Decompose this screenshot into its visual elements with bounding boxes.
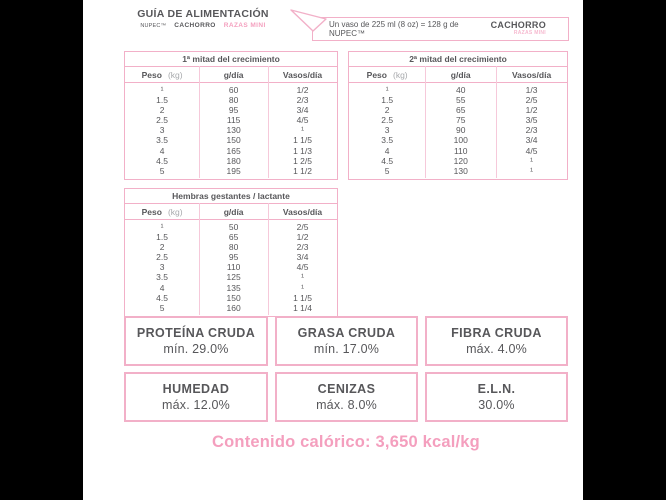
table-cell: 1/2 [296, 232, 309, 243]
table-cell: 3.5 [156, 272, 168, 283]
table-cell: 3/4 [525, 135, 538, 146]
table-row [125, 135, 337, 145]
brand-name: NUPEC™ [140, 23, 167, 29]
table-cell: 2.5 [156, 115, 168, 126]
table-cell: 40 [455, 85, 466, 95]
callout-product-variant: RAZAS MINI [513, 30, 546, 37]
nutrient-name: E.L.N. [477, 382, 516, 396]
table-cell: 1.5 [381, 95, 394, 106]
table-row [349, 95, 567, 105]
table-cell: 4 [159, 145, 165, 156]
table-row [349, 135, 567, 145]
column-header-peso: Peso (kg) [366, 69, 408, 80]
column-header-cups: Vasos/día [282, 69, 323, 80]
table-cell: ¹ [160, 222, 164, 232]
table-cell: ¹ [160, 85, 164, 95]
table-row [349, 85, 567, 95]
table-cell: 95 [228, 252, 239, 263]
table-cell: 4/5 [296, 115, 309, 126]
table-cell: ¹ [301, 125, 304, 136]
table-cell: 3 [159, 125, 165, 136]
table-cell: 2/3 [296, 242, 309, 253]
caloric-content-text: Contenido calórico: 3,650 kcal/kg [212, 433, 480, 451]
table-cell: 150 [226, 135, 241, 146]
table-gestating-lactating [124, 188, 338, 317]
nutrient-box-fat [275, 316, 418, 366]
table-cell: 1 1/3 [293, 145, 312, 156]
column-divider [268, 203, 269, 315]
table-cell: 75 [455, 115, 466, 126]
table-cell: 1 1/2 [293, 165, 312, 176]
table-cell: 3.5 [381, 135, 394, 146]
nutrient-value: mín. 29.0% [163, 342, 229, 356]
table-cell: 2.5 [381, 115, 394, 126]
table-cell: 1/2 [525, 105, 538, 116]
table-header-row [125, 203, 337, 220]
table-cell: 4/5 [296, 262, 309, 273]
table-cell: 3/4 [296, 105, 309, 116]
table-row [125, 293, 337, 303]
table-row [349, 115, 567, 125]
table-cell: 1/3 [525, 85, 538, 95]
table-title: Hembras gestantes / lactante [172, 191, 290, 201]
cup-equivalence-text: Un vaso de 225 ml (8 oz) = 128 g de NUPEC™ [329, 20, 459, 38]
column-divider [199, 66, 200, 178]
table-cell: 1/2 [296, 85, 309, 95]
table-cell: 2 [159, 242, 165, 253]
table-header-row [125, 66, 337, 83]
table-row [125, 252, 337, 262]
table-cell: 1 1/5 [293, 292, 312, 303]
table-cell: 5 [159, 302, 165, 313]
page-title: GUÍA DE ALIMENTACIÓN [137, 8, 269, 20]
column-header-cups: Vasos/día [282, 206, 323, 217]
column-divider [425, 66, 426, 178]
nutrient-name: HUMEDAD [162, 382, 230, 396]
table-cell: 80 [228, 242, 239, 253]
nutrient-box-fiber [425, 316, 568, 366]
table-cell: 115 [226, 115, 241, 126]
nutrient-box-nfe [425, 372, 568, 422]
table-row [125, 85, 337, 95]
cup-equivalence-callout [312, 17, 569, 41]
table-cell: 1.5 [156, 232, 168, 243]
table-cell: 165 [226, 145, 241, 156]
nutrient-box-ash [275, 372, 418, 422]
table-row [125, 125, 337, 135]
column-header-peso: Peso (kg) [141, 206, 183, 217]
nutrient-name: FIBRA CRUDA [451, 326, 542, 340]
column-header-cups: Vasos/día [511, 69, 552, 80]
table-cell: 2 [159, 105, 165, 116]
table-cell: 4.5 [381, 155, 394, 166]
table-cell: 120 [453, 155, 468, 166]
table-cell: 3 [159, 262, 165, 273]
label-panel [83, 0, 583, 500]
table-cell: 90 [455, 125, 466, 136]
table-cell: 5 [159, 165, 165, 176]
table-body [125, 83, 337, 179]
table-body [125, 220, 337, 316]
column-divider [268, 66, 269, 178]
table-row [125, 95, 337, 105]
table-cell: 135 [226, 282, 241, 293]
table-cell: 2/3 [525, 125, 538, 136]
table-body [349, 83, 567, 179]
table-row [125, 222, 337, 232]
table-cell: 95 [228, 105, 239, 116]
table-cell: 4/5 [525, 145, 538, 156]
table-cell: 2.5 [156, 252, 168, 263]
product-line: CACHORRO [174, 22, 216, 29]
table-cell: 130 [453, 165, 468, 176]
nutrient-value: máx. 4.0% [466, 342, 527, 356]
column-divider [496, 66, 497, 178]
table-cell: ¹ [301, 282, 304, 293]
table-row [125, 166, 337, 176]
header-subtitle [121, 22, 285, 29]
table-cell: 2/5 [525, 95, 538, 106]
table-cell: ¹ [301, 272, 304, 283]
nutrient-box-protein [124, 316, 268, 366]
table-first-half-growth [124, 51, 338, 180]
column-header-grams: g/día [223, 206, 244, 217]
table-row [349, 105, 567, 115]
table-header-row [349, 66, 567, 83]
table-cell: 1.5 [156, 95, 168, 106]
product-variant: RAZAS MINI [223, 22, 266, 29]
table-cell: 5 [384, 165, 390, 176]
table-cell: 1 1/4 [293, 302, 312, 313]
table-title: 2ª mitad del crecimiento [409, 54, 507, 64]
table-row [349, 125, 567, 135]
table-cell: 3/4 [296, 252, 309, 263]
table-cell: 1 2/5 [293, 155, 312, 166]
table-cell: ¹ [530, 165, 533, 176]
table-row [125, 272, 337, 282]
nutrient-box-moisture [124, 372, 268, 422]
nutrient-name: CENIZAS [317, 382, 376, 396]
table-cell: 55 [455, 95, 466, 106]
table-cell: 2/3 [296, 95, 309, 106]
table-cell: ¹ [385, 85, 389, 95]
table-row [125, 262, 337, 272]
callout-tail-icon [288, 5, 330, 35]
table-row [125, 232, 337, 242]
header [121, 8, 285, 29]
table-cell: 1 1/5 [293, 135, 312, 146]
table-cell: 4 [159, 282, 165, 293]
column-header-grams: g/día [450, 69, 471, 80]
nutrient-value: mín. 17.0% [313, 342, 380, 356]
table-title: 1ª mitad del crecimiento [182, 54, 280, 64]
table-cell: 80 [228, 95, 239, 106]
table-cell: 3.5 [156, 135, 168, 146]
table-cell: 160 [226, 302, 241, 313]
column-header-grams: g/día [223, 69, 244, 80]
table-second-half-growth [348, 51, 568, 180]
table-row [349, 146, 567, 156]
column-header-peso: Peso (kg) [141, 69, 183, 80]
column-divider [199, 203, 200, 315]
nutrient-value: máx. 8.0% [316, 398, 377, 412]
table-cell: 2/5 [296, 222, 309, 232]
table-cell: 60 [228, 85, 239, 95]
table-cell: 195 [226, 165, 241, 176]
table-cell: 3 [384, 125, 390, 136]
table-row [125, 105, 337, 115]
nutrient-name: GRASA CRUDA [297, 326, 396, 340]
table-row [125, 283, 337, 293]
table-cell: 50 [228, 222, 239, 232]
table-cell: 3/5 [525, 115, 538, 126]
table-row [125, 115, 337, 125]
table-row [349, 156, 567, 166]
table-cell: 150 [226, 292, 241, 303]
callout-product-name: CACHORRO [490, 20, 546, 31]
table-cell: 4 [384, 145, 390, 156]
nutrient-name: PROTEÍNA CRUDA [136, 326, 256, 340]
table-cell: 4.5 [156, 155, 168, 166]
table-cell: 100 [453, 135, 468, 146]
table-cell: 65 [455, 105, 466, 116]
callout-product-block [491, 21, 546, 36]
nutrient-value: 30.0% [478, 398, 515, 412]
table-row [125, 242, 337, 252]
table-row [125, 156, 337, 166]
table-row [125, 303, 337, 313]
table-cell: 4.5 [156, 292, 168, 303]
table-row [125, 146, 337, 156]
table-cell: 2 [384, 105, 390, 116]
table-cell: 125 [226, 272, 241, 283]
table-cell: 180 [226, 155, 241, 166]
table-cell: 110 [226, 262, 241, 273]
nutrient-value: máx. 12.0% [161, 398, 230, 412]
table-cell: ¹ [530, 155, 533, 166]
table-row [349, 166, 567, 176]
table-cell: 110 [453, 145, 468, 156]
table-cell: 65 [228, 232, 239, 243]
table-cell: 130 [226, 125, 241, 136]
